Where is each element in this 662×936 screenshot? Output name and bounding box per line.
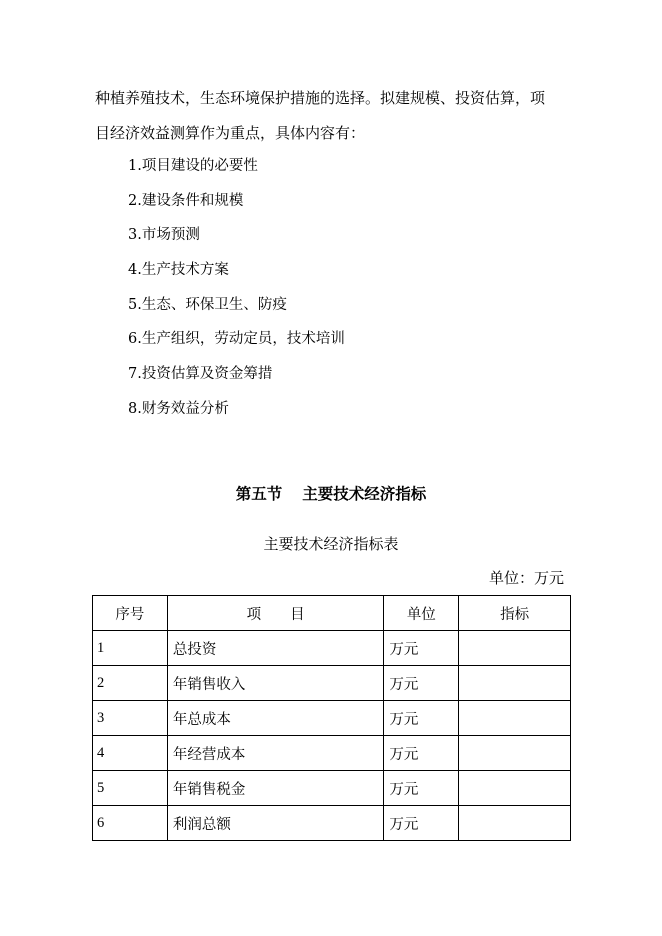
content-item: 4.生产技术方案 [128, 262, 229, 279]
table-row [93, 806, 571, 841]
row-item: 年经营成本 [167, 736, 384, 771]
row-index: 1 [93, 631, 168, 666]
table-caption: 主要技术经济指标表 [263, 535, 399, 553]
row-item: 总投资 [167, 631, 384, 666]
content-item: 8.财务效益分析 [128, 400, 229, 417]
content-item: 3.市场预测 [128, 227, 200, 244]
table-row [93, 701, 571, 736]
table-row [93, 666, 571, 701]
row-index: 4 [93, 736, 168, 771]
row-index: 6 [93, 806, 168, 841]
section-title: 主要技术经济指标 [302, 485, 427, 503]
table-row [93, 771, 571, 806]
row-unit: 万元 [384, 771, 459, 806]
content-item: 1.项目建设的必要性 [128, 158, 258, 174]
content-item: 6.生产组织，劳动定员，技术培训 [128, 331, 345, 348]
table-row [93, 736, 571, 771]
section-heading [0, 482, 662, 504]
row-indicator [459, 771, 571, 806]
row-indicator [459, 701, 571, 736]
row-unit: 万元 [384, 666, 459, 701]
row-item: 年总成本 [167, 701, 384, 736]
row-indicator [459, 806, 571, 841]
content-item: 5.生态、环保卫生、防疫 [128, 296, 287, 313]
table-header-row [93, 596, 571, 631]
header-item: 项 目 [167, 596, 384, 631]
row-unit: 万元 [384, 631, 459, 666]
row-indicator [459, 666, 571, 701]
section-number: 第五节 [235, 485, 283, 503]
header-indicator: 指标 [459, 596, 571, 631]
row-item: 年销售收入 [167, 666, 384, 701]
intro-line-2: 目经济效益测算作为重点，具体内容有： [95, 124, 366, 142]
header-index: 序号 [93, 596, 168, 631]
table-row [93, 631, 571, 666]
content-item: 7.投资估算及资金筹措 [128, 366, 273, 383]
intro-line-1: 种植养殖技术，生态环境保护措施的选择。拟建规模、投资估算，项 [95, 89, 546, 107]
header-unit: 单位 [384, 596, 459, 631]
row-unit: 万元 [384, 736, 459, 771]
row-index: 5 [93, 771, 168, 806]
indicators-table [92, 595, 571, 841]
row-index: 2 [93, 666, 168, 701]
row-unit: 万元 [384, 701, 459, 736]
row-indicator [459, 736, 571, 771]
unit-note: 单位：万元 [488, 569, 564, 587]
row-unit: 万元 [384, 806, 459, 841]
content-list [128, 156, 345, 434]
row-indicator [459, 631, 571, 666]
row-index: 3 [93, 701, 168, 736]
row-item: 利润总额 [167, 806, 384, 841]
row-item: 年销售税金 [167, 771, 384, 806]
content-item: 2.建设条件和规模 [128, 192, 244, 209]
